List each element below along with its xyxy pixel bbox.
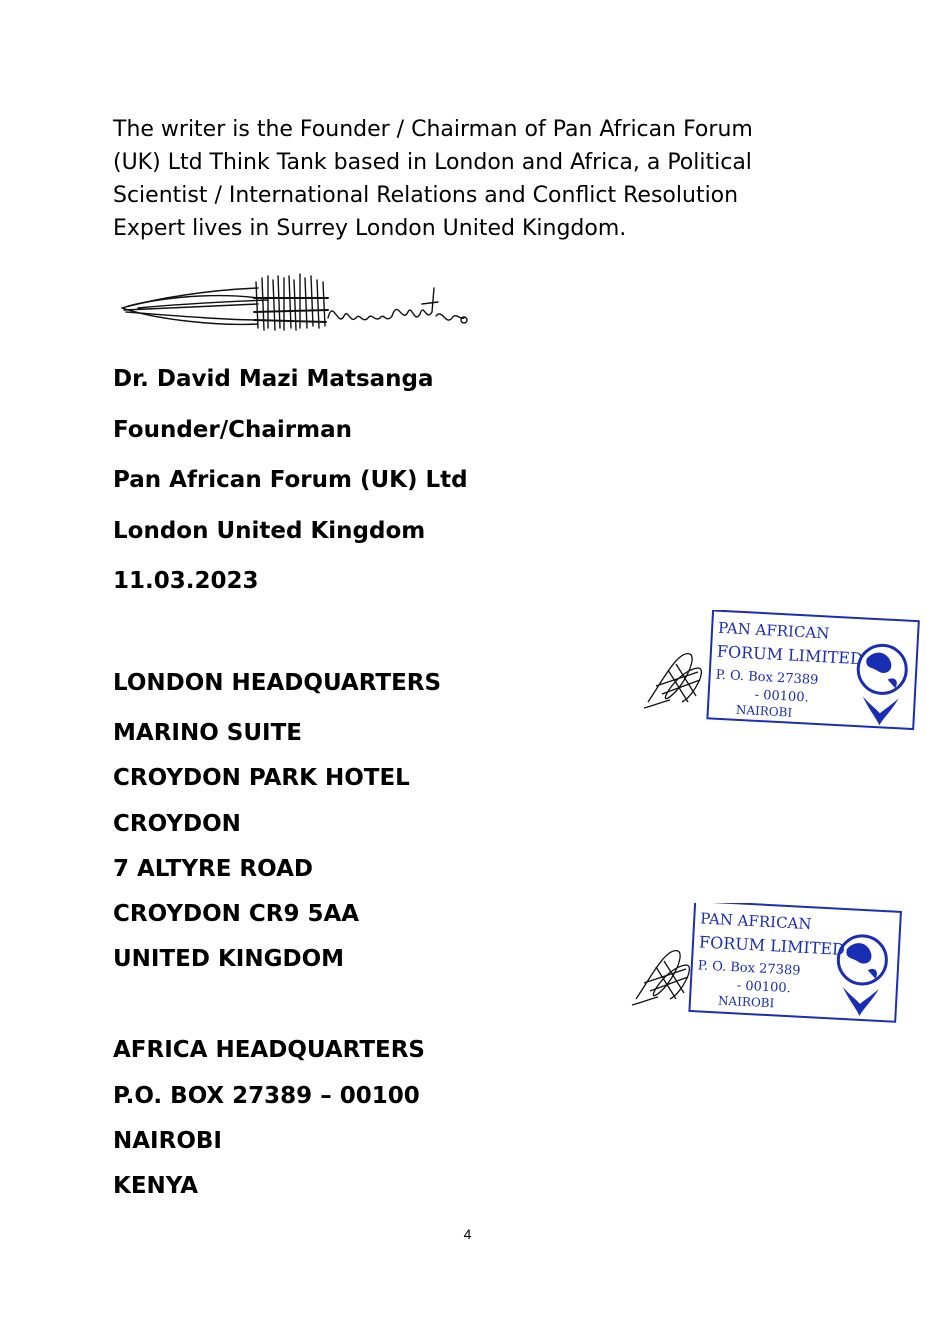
stamp-line: NAIROBI <box>717 993 775 1011</box>
stamp-graphic <box>626 903 916 1033</box>
bio-line: Expert lives in Surrey London United Kingdom. <box>113 216 627 241</box>
london-address-line: 7 ALTYRE ROAD <box>113 856 313 882</box>
stamp-initials-scribble <box>644 654 701 708</box>
stamp-line: FORUM LIMITED <box>698 932 846 960</box>
handwritten-signature <box>118 268 470 340</box>
london-address-line: CROYDON PARK HOTEL <box>113 765 410 791</box>
london-address-line: UNITED KINGDOM <box>113 946 345 972</box>
africa-heading: AFRICA HEADQUARTERS <box>113 1037 425 1063</box>
london-address-line: CROYDON <box>113 811 241 837</box>
official-stamp <box>638 610 928 740</box>
stamp-line: - 00100. <box>736 978 792 997</box>
globe-logo-icon <box>855 644 907 726</box>
stamp-initials-scribble <box>632 951 689 1005</box>
london-heading: LONDON HEADQUARTERS <box>113 670 442 696</box>
stamp-line: NAIROBI <box>735 702 793 720</box>
signatory-location: London United Kingdom <box>113 518 426 544</box>
bio-line: Scientist / International Relations and Conflict Resolution <box>113 183 739 208</box>
signatory-name: Dr. David Mazi Matsanga <box>113 366 434 392</box>
stamp-line: - 00100. <box>754 687 810 706</box>
stamp-line: FORUM LIMITED <box>716 641 864 669</box>
page-number: 4 <box>463 1226 472 1242</box>
bio-line: (UK) Ltd Think Tank based in London and Africa, a Political <box>113 150 752 175</box>
bio-paragraph <box>113 113 813 245</box>
london-address-line: CROYDON CR9 5AA <box>113 901 360 927</box>
stamp-line: P. O. Box 27389 <box>697 958 801 979</box>
africa-address-line: P.O. BOX 27389 – 00100 <box>113 1083 420 1109</box>
signatory-org: Pan African Forum (UK) Ltd <box>113 467 468 493</box>
stamp-graphic <box>638 610 928 740</box>
stamp-line: PAN AFRICAN <box>717 618 830 643</box>
stamp-line: P. O. Box 27389 <box>715 667 819 689</box>
london-address-line: MARINO SUITE <box>113 720 302 746</box>
globe-logo-icon <box>835 935 887 1017</box>
signature-date: 11.03.2023 <box>113 568 259 594</box>
africa-address-line: NAIROBI <box>113 1128 222 1154</box>
stamp-line: PAN AFRICAN <box>699 909 812 934</box>
signatory-role: Founder/Chairman <box>113 417 352 443</box>
bio-line: The writer is the Founder / Chairman of Pan African Forum <box>113 117 753 142</box>
official-stamp <box>626 903 916 1033</box>
africa-address-line: KENYA <box>113 1173 199 1199</box>
